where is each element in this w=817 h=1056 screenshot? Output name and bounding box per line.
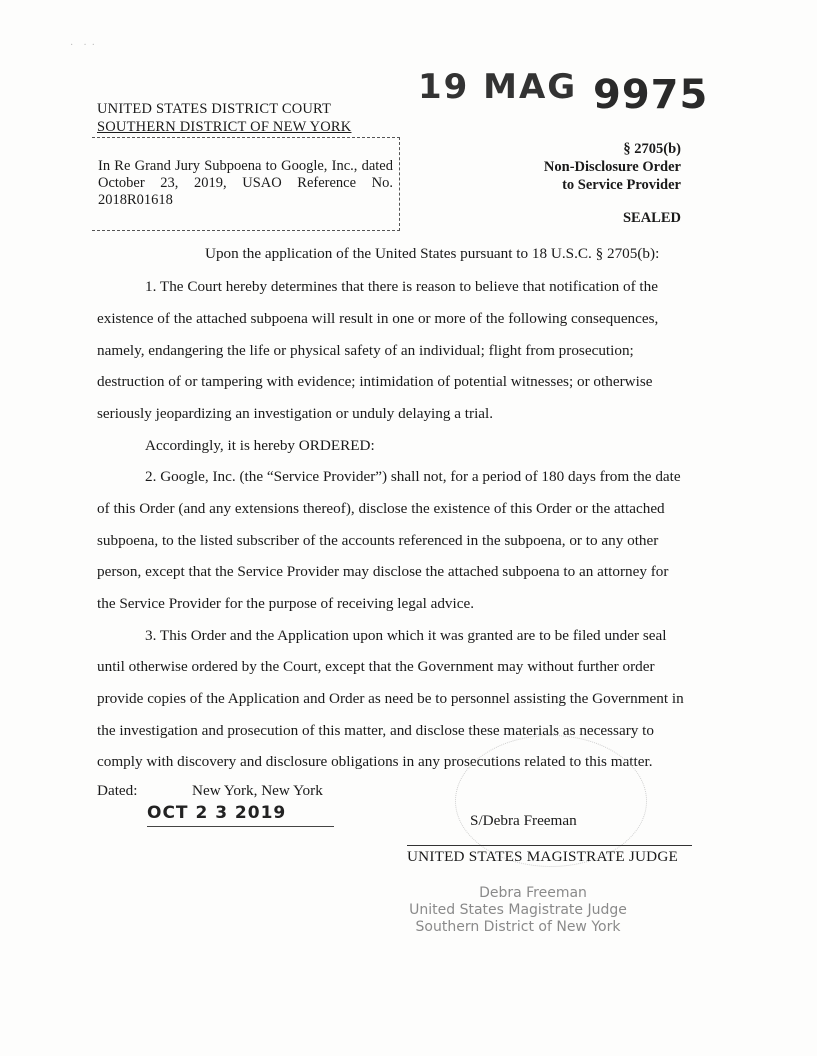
judge-title: UNITED STATES MAGISTRATE JUDGE bbox=[407, 848, 678, 865]
paragraph-1-line: existence of the attached subpoena will result in one or more of the following consequences, bbox=[97, 310, 659, 327]
order-title bbox=[544, 140, 681, 194]
paragraph-2-line: person, except that the Service Provider may disclose the attached subpoena to an attorney for bbox=[97, 563, 669, 580]
judge-stamp-district: Southern District of New York bbox=[415, 919, 621, 935]
court-header bbox=[97, 100, 351, 136]
paragraph-1-line: 1. The Court hereby determines that there is reason to believe that notification of the bbox=[145, 278, 658, 295]
court-district: SOUTHERN DISTRICT OF NEW YORK bbox=[97, 119, 352, 135]
court-name: UNITED STATES DISTRICT COURT bbox=[97, 101, 332, 117]
judge-stamp-title: United States Magistrate Judge bbox=[409, 902, 627, 918]
paragraph-2-line: 2. Google, Inc. (the “Service Provider”) shall not, for a period of 180 days from the date bbox=[145, 468, 681, 485]
scan-speck: · · · bbox=[70, 40, 95, 51]
paragraph-3-line: provide copies of the Application and Order as need be to personnel assisting the Government in bbox=[97, 690, 684, 707]
paragraph-1-line: namely, endangering the life or physical safety of an individual; flight from prosecution; bbox=[97, 342, 634, 359]
case-caption: In Re Grand Jury Subpoena to Google, Inc., dated October 23, 2019, USAO Reference No. 2018R01618 bbox=[98, 158, 393, 208]
dated-place: New York, New York bbox=[192, 782, 323, 799]
intro-text: Upon the application of the United States pursuant to 18 U.S.C. § 2705(b): bbox=[205, 245, 660, 262]
paragraph-2-line: the Service Provider for the purpose of receiving legal advice. bbox=[97, 595, 475, 612]
date-line bbox=[147, 826, 334, 827]
sealed-label: SEALED bbox=[622, 210, 681, 226]
order-title-line1: Non-Disclosure Order bbox=[543, 159, 681, 175]
ordered-line: Accordingly, it is hereby ORDERED: bbox=[145, 437, 375, 454]
judge-signature: S/Debra Freeman bbox=[470, 812, 577, 829]
case-number-stamp: 9975 bbox=[593, 72, 709, 118]
dated-label: Dated: bbox=[97, 782, 138, 799]
paragraph-3-line: 3. This Order and the Application upon which it was granted are to be filed under seal bbox=[145, 627, 667, 644]
paragraph-2-line: of this Order (and any extensions thereof), disclose the existence of this Order or the attached bbox=[97, 500, 665, 517]
judge-stamp-name: Debra Freeman bbox=[479, 885, 587, 901]
dated-date-stamp: OCT 2 3 2019 bbox=[147, 803, 287, 823]
date-stamp: 19 MAG bbox=[418, 67, 578, 107]
statute-section: § 2705(b) bbox=[623, 141, 681, 157]
signature-line bbox=[407, 845, 692, 846]
order-title-line2: to Service Provider bbox=[562, 177, 681, 193]
paragraph-3-line: until otherwise ordered by the Court, except that the Government may without further order bbox=[97, 658, 655, 675]
paragraph-1-line: seriously jeopardizing an investigation or unduly delaying a trial. bbox=[97, 405, 494, 422]
judge-stamp bbox=[398, 885, 638, 936]
paragraph-3-line: comply with discovery and disclosure obligations in any prosecutions related to this matter. bbox=[97, 753, 653, 770]
paragraph-3-line: the investigation and prosecution of this matter, and disclose these materials as necessary to bbox=[97, 722, 654, 739]
paragraph-1-line: destruction of or tampering with evidence; intimidation of potential witnesses; or otherwise bbox=[97, 373, 653, 390]
paragraph-2-line: subpoena, to the listed subscriber of the accounts referenced in the subpoena, or to any other bbox=[97, 532, 659, 549]
